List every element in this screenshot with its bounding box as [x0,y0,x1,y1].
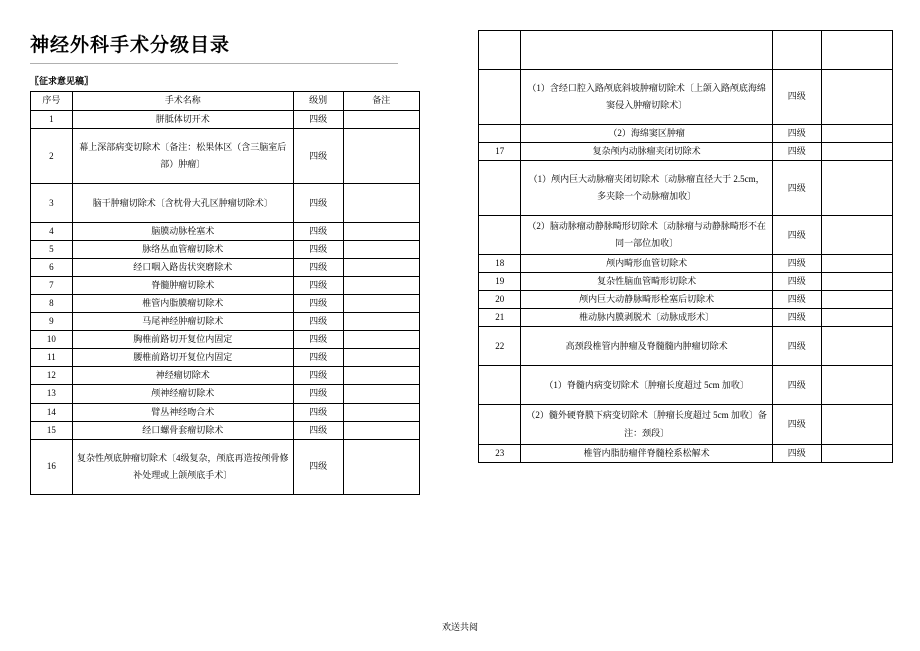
table-row [479,143,893,161]
cell-note [821,309,892,327]
cell-note [343,277,419,295]
cell-note [821,255,892,273]
cell-name: 脊髓肿瘤切除术 [72,277,293,295]
cell-seq: 8 [31,295,73,313]
cell-name: （2）海绵窦区肿瘤 [521,125,773,143]
cell-note [343,313,419,331]
cell-seq: 5 [31,241,73,259]
cell-level: 四级 [772,309,821,327]
cell-level: 四级 [293,331,343,349]
cell-seq: 18 [479,255,521,273]
table-row [31,367,420,385]
cell-name: 颅内畸形血管切除术 [521,255,773,273]
cell-name: 经口螺骨套瘤切除术 [72,421,293,439]
cell-name: 颅神经瘤切除术 [72,385,293,403]
cell-note [821,405,892,444]
table-row [479,255,893,273]
cell-level: 四级 [772,161,821,216]
table-row [31,421,420,439]
cell-seq: 22 [479,327,521,366]
cell-seq: 10 [31,331,73,349]
cell-name: 脑膜动脉栓塞术 [72,223,293,241]
table-row [479,31,893,70]
cell-level: 四级 [772,143,821,161]
table-row [31,277,420,295]
cell-seq: 23 [479,444,521,462]
cell-note [343,439,419,494]
cell-level: 四级 [293,385,343,403]
cell-seq: 1 [31,111,73,129]
cell-level [772,31,821,70]
cell-seq: 12 [31,367,73,385]
cell-note [821,291,892,309]
cell-level: 四级 [293,295,343,313]
table-row [31,349,420,367]
table-row [31,129,420,184]
cell-name: （1）颅内巨大动脉瘤夹闭切除术〔动脉瘤直径大于 2.5cm，多夹除一个动脉瘤加收〕 [521,161,773,216]
cell-level: 四级 [772,216,821,255]
cell-seq [479,125,521,143]
cell-name: （1）脊髓内病变切除术〔肿瘤长度超过 5cm 加收〕 [521,366,773,405]
cell-name: 复杂性脑血管畸形切除术 [521,273,773,291]
cell-name: 幕上深部病变切除术〔备注：松果体区（含三脑室后部）肿瘤〕 [72,129,293,184]
cell-seq: 15 [31,421,73,439]
cell-name: 椎管内脂肪瘤伴脊髓栓系松解术 [521,444,773,462]
cell-note [821,216,892,255]
draft-note: 〖征求意见稿〗 [30,76,94,86]
cell-level: 四级 [772,405,821,444]
table-row [479,444,893,462]
cell-level: 四级 [293,349,343,367]
table-row [479,327,893,366]
cell-seq: 9 [31,313,73,331]
table-row [479,366,893,405]
cell-level: 四级 [772,125,821,143]
table-row [479,161,893,216]
cell-level: 四级 [772,366,821,405]
cell-level: 四级 [293,277,343,295]
cell-seq: 11 [31,349,73,367]
cell-note [343,385,419,403]
table-row [31,259,420,277]
table-row [31,184,420,223]
left-column [30,30,420,495]
table-row [479,70,893,125]
cell-seq [479,366,521,405]
column-header-seq: 序号 [31,92,73,111]
right-column [478,30,893,463]
cell-seq: 7 [31,277,73,295]
table-row [31,223,420,241]
table-row [479,273,893,291]
cell-name: 脑干肿瘤切除术〔含枕骨大孔区肿瘤切除术〕 [72,184,293,223]
cell-note [343,295,419,313]
cell-note [343,367,419,385]
table-row [31,385,420,403]
cell-name: 马尾神经肿瘤切除术 [72,313,293,331]
surgery-table-left [30,91,420,495]
cell-note [343,259,419,277]
cell-seq: 6 [31,259,73,277]
table-row [31,403,420,421]
cell-name: 椎管内脂膜瘤切除术 [72,295,293,313]
cell-note [343,349,419,367]
table-row [31,241,420,259]
cell-level: 四级 [772,291,821,309]
table-row [31,111,420,129]
cell-name: 经口咽入路齿状突磨除术 [72,259,293,277]
cell-level: 四级 [293,403,343,421]
cell-name: （2）脑动脉瘤动静脉畸形切除术〔动脉瘤与动静脉畸形不在同一部位加收〕 [521,216,773,255]
cell-level: 四级 [293,129,343,184]
column-header-name: 手术名称 [72,92,293,111]
cell-note [821,366,892,405]
table-row [479,125,893,143]
cell-note [343,223,419,241]
cell-note [343,111,419,129]
table-row [31,295,420,313]
cell-seq: 21 [479,309,521,327]
cell-name: 高颈段椎管内肿瘤及脊髓髓内肿瘤切除术 [521,327,773,366]
table-row [479,291,893,309]
cell-seq: 3 [31,184,73,223]
cell-level: 四级 [772,255,821,273]
cell-seq: 2 [31,129,73,184]
cell-seq [479,161,521,216]
cell-level: 四级 [293,367,343,385]
cell-seq [479,216,521,255]
cell-name: 神经瘤切除术 [72,367,293,385]
cell-seq [479,70,521,125]
cell-level: 四级 [293,421,343,439]
cell-name: （2）髓外硬脊膜下病变切除术〔肿瘤长度超过 5cm 加收〕备注：颈段〕 [521,405,773,444]
cell-name: 复杂颅内动脉瘤夹闭切除术 [521,143,773,161]
cell-name: 复杂性颅底肿瘤切除术〔4级复杂，颅底再造按颅骨修补处理或上颌颅底手术〕 [72,439,293,494]
cell-seq: 19 [479,273,521,291]
cell-level: 四级 [293,111,343,129]
column-header-note: 备注 [343,92,419,111]
table-row [31,331,420,349]
cell-name: 臂丛神经吻合术 [72,403,293,421]
table-row [31,439,420,494]
cell-level: 四级 [772,273,821,291]
cell-seq: 20 [479,291,521,309]
column-header-level: 级别 [293,92,343,111]
cell-seq: 14 [31,403,73,421]
cell-name: 椎动脉内膜剥脱术〔动脉成形术〕 [521,309,773,327]
cell-seq: 13 [31,385,73,403]
cell-name [521,31,773,70]
cell-name: 胼胝体切开术 [72,111,293,129]
page-title: 神经外科手术分级目录 [30,30,398,64]
cell-seq [479,31,521,70]
cell-seq: 16 [31,439,73,494]
cell-level: 四级 [293,241,343,259]
cell-level: 四级 [772,70,821,125]
table-row [479,309,893,327]
cell-note [821,161,892,216]
cell-name: 腰椎前路切开复位内固定 [72,349,293,367]
page-footer: 欢送共阅 [441,622,478,632]
table-row [479,216,893,255]
cell-level: 四级 [772,444,821,462]
cell-note [821,273,892,291]
cell-note [821,444,892,462]
cell-note [343,184,419,223]
cell-name: 颅内巨大动静脉畸形栓塞后切除术 [521,291,773,309]
cell-level: 四级 [293,223,343,241]
cell-level: 四级 [293,439,343,494]
cell-level: 四级 [772,327,821,366]
cell-note [343,403,419,421]
cell-note [821,143,892,161]
cell-seq: 17 [479,143,521,161]
cell-seq [479,405,521,444]
cell-note [343,241,419,259]
cell-note [343,331,419,349]
cell-note [821,327,892,366]
cell-level: 四级 [293,184,343,223]
table-row [31,313,420,331]
cell-note [821,125,892,143]
cell-level: 四级 [293,259,343,277]
cell-note [343,129,419,184]
table-header-row [31,92,420,111]
cell-name: 脉络丛血管瘤切除术 [72,241,293,259]
cell-level: 四级 [293,313,343,331]
cell-note [821,70,892,125]
table-row [479,405,893,444]
cell-note [343,421,419,439]
surgery-table-right [478,30,893,463]
cell-name: 胸椎前路切开复位内固定 [72,331,293,349]
cell-note [821,31,892,70]
cell-seq: 4 [31,223,73,241]
cell-name: （1）含经口腔入路颅底斜坡肿瘤切除术〔上颌入路颅底海绵窦侵入肿瘤切除术〕 [521,70,773,125]
